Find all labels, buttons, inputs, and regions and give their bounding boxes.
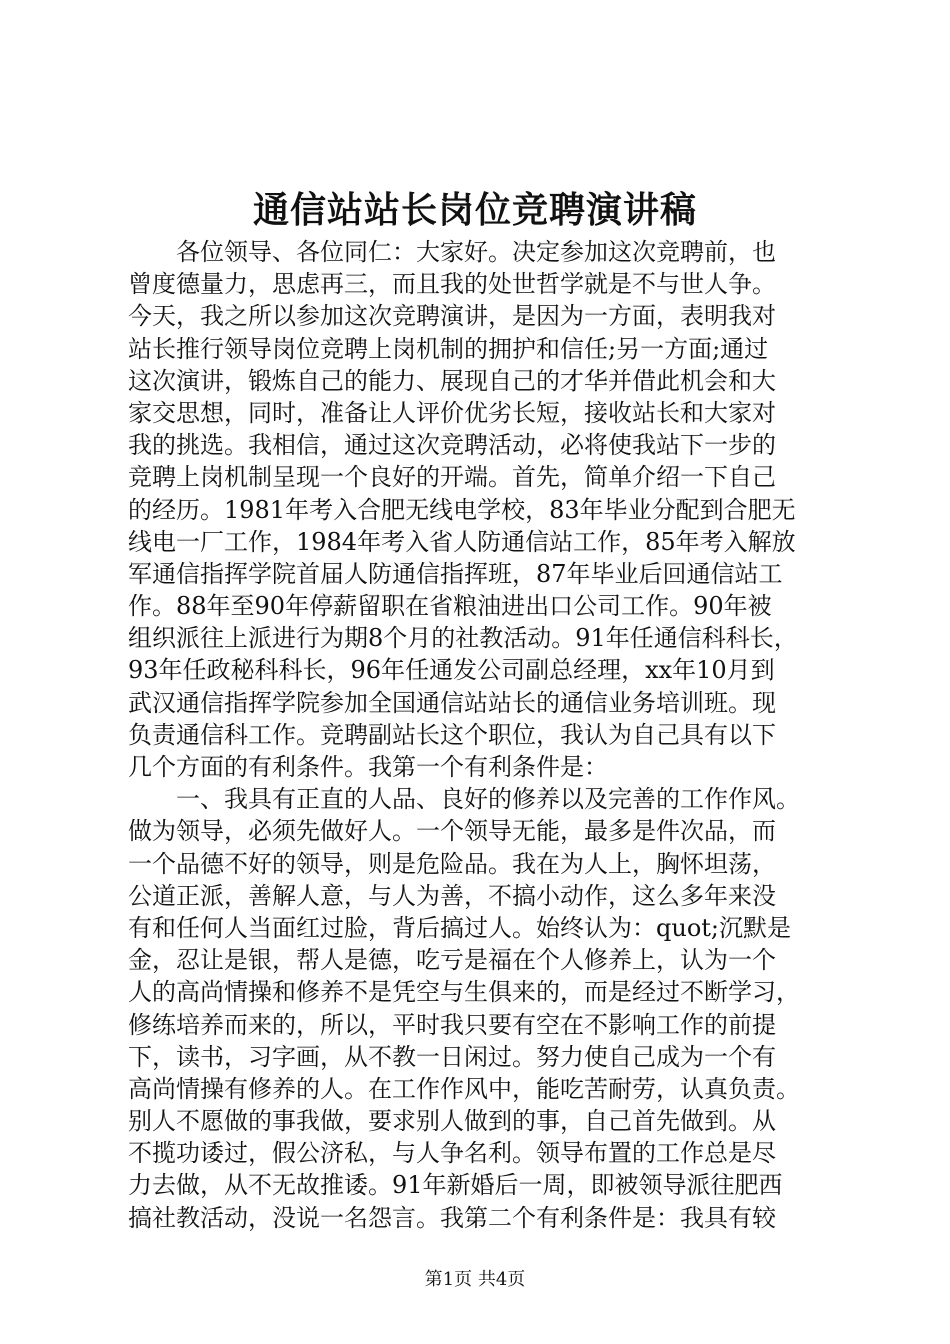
text-line: 不揽功诿过，假公济私，与人争名利。领导布置的工作总是尽: [128, 1139, 776, 1168]
text-line: 一个品德不好的领导，则是危险品。我在为人上，胸怀坦荡，: [128, 849, 776, 878]
text-line: 的经历。1981年考入合肥无线电学校，83年毕业分配到合肥无: [128, 495, 796, 524]
text-line: 修练培养而来的，所以，平时我只要有空在不影响工作的前提: [128, 1010, 776, 1039]
text-line: 力去做，从不无故推诿。91年新婚后一周，即被领导派往肥西: [128, 1171, 783, 1200]
text-line: 武汉通信指挥学院参加全国通信站站长的通信业务培训班。现: [128, 688, 776, 717]
text-line: 下，读书，习字画，从不教一日闲过。努力使自己成为一个有: [128, 1042, 776, 1071]
text-line: 搞社教活动，没说一名怨言。我第二个有利条件是：我具有较: [128, 1203, 776, 1232]
text-line: 作。88年至90年停薪留职在省粮油进出口公司工作。90年被: [128, 592, 772, 621]
text-line: 公道正派，善解人意，与人为善，不搞小动作，这么多年来没: [128, 881, 776, 910]
text-line: 别人不愿做的事我做，要求别人做到的事，自己首先做到。从: [128, 1107, 776, 1136]
text-line: 竞聘上岗机制呈现一个良好的开端。首先，简单介绍一下自己: [128, 463, 776, 492]
text-line: 曾度德量力，思虑再三，而且我的处世哲学就是不与世人争。: [128, 270, 776, 299]
text-line: 几个方面的有利条件。我第一个有利条件是：: [128, 753, 608, 781]
text-line: 93年任政秘科科长，96年任通发公司副总经理，xx年10月到: [128, 656, 775, 685]
text-line: 站长推行领导岗位竞聘上岗机制的拥护和信任;另一方面;通过: [128, 334, 769, 363]
text-line: 一、我具有正直的人品、良好的修养以及完善的工作作风。: [176, 785, 800, 814]
text-line: 这次演讲，锻炼自己的能力、展现自己的才华并借此机会和大: [128, 366, 776, 395]
page-footer: 第1页 共4页: [424, 1269, 526, 1290]
text-line: 有和任何人当面红过脸，背后搞过人。始终认为：quot;沉默是: [128, 913, 791, 942]
text-line: 做为领导，必须先做好人。一个领导无能，最多是件次品，而: [128, 817, 776, 846]
text-line: 今天，我之所以参加这次竞聘演讲，是因为一方面，表明我对: [128, 302, 776, 331]
document-body: [128, 236, 840, 1234]
text-line: 负责通信科工作。竞聘副站长这个职位，我认为自己具有以下: [128, 720, 776, 749]
text-line: 家交思想，同时，准备让人评价优劣长短，接收站长和大家对: [128, 398, 776, 427]
text-line: 高尚情操有修养的人。在工作作风中，能吃苦耐劳，认真负责。: [128, 1074, 800, 1103]
text-line: 军通信指挥学院首届人防通信指挥班，87年毕业后回通信站工: [128, 559, 783, 588]
text-line: 线电一厂工作，1984年考入省人防通信站工作，85年考入解放: [128, 527, 796, 556]
text-line: 我的挑选。我相信，通过这次竞聘活动，必将使我站下一步的: [128, 431, 776, 460]
text-line: 金，忍让是银，帮人是德，吃亏是福在个人修养上，认为一个: [128, 946, 776, 975]
text-line: 组织派往上派进行为期8个月的社教活动。91年任通信科科长，: [128, 624, 798, 653]
document-title: 通信站站长岗位竞聘演讲稿: [252, 189, 697, 231]
text-line: 各位领导、各位同仁：大家好。决定参加这次竞聘前，也: [176, 238, 776, 266]
text-line: 人的高尚情操和修养不是凭空与生俱来的，而是经过不断学习，: [128, 978, 800, 1007]
